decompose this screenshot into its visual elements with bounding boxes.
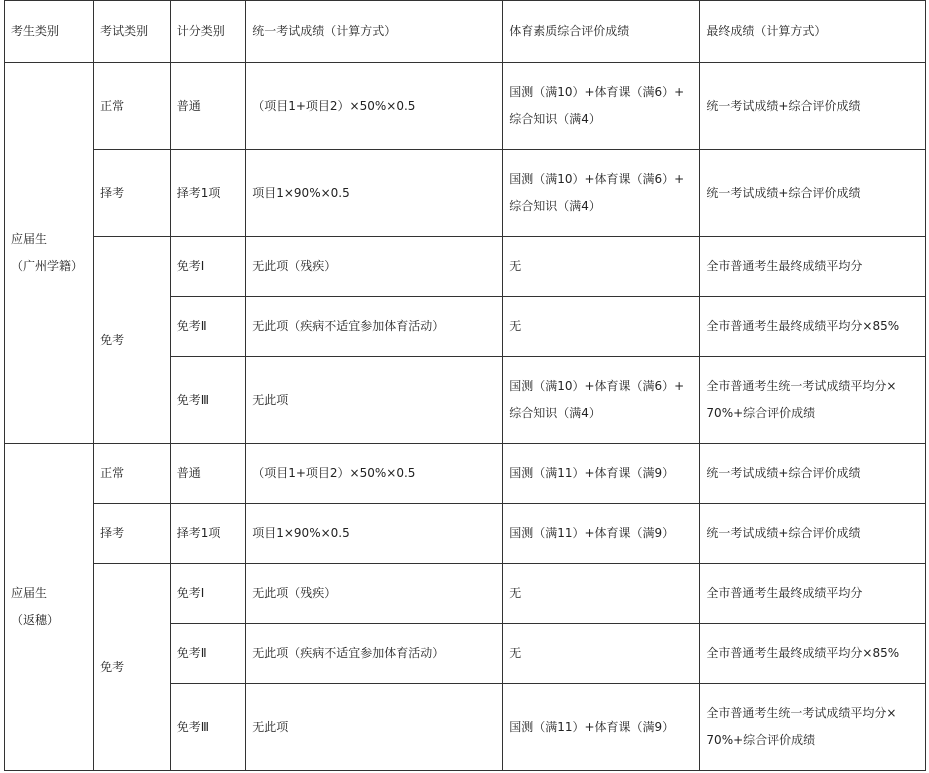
final-score-cell: 全市普通考生最终成绩平均分×85% xyxy=(700,297,926,357)
unified-score-cell: 无此项（疾病不适宜参加体育活动） xyxy=(246,624,503,684)
pe-score-cell: 国测（满10）+体育课（满6）+ 综合知识（满4） xyxy=(503,357,700,444)
final-score-cell: 全市普通考生统一考试成绩平均分× 70%+综合评价成绩 xyxy=(700,357,926,444)
scoring-category-cell: 普通 xyxy=(170,63,246,150)
header-unified-exam-score: 统一考试成绩（计算方式） xyxy=(246,1,503,63)
pe-score-cell: 无 xyxy=(503,237,700,297)
exam-category-cell: 正常 xyxy=(94,63,171,150)
pe-score-cell: 国测（满11）+体育课（满9） xyxy=(503,684,700,771)
table-row xyxy=(5,63,926,150)
unified-score-cell: （项目1+项目2）×50%×0.5 xyxy=(246,63,503,150)
scoring-category-cell: 免考Ⅰ xyxy=(170,237,246,297)
scoring-category-cell: 免考Ⅱ xyxy=(170,297,246,357)
unified-score-cell: 项目1×90%×0.5 xyxy=(246,150,503,237)
unified-score-cell: 无此项 xyxy=(246,357,503,444)
header-final-score: 最终成绩（计算方式） xyxy=(700,1,926,63)
scoring-rules-table xyxy=(4,0,926,771)
pe-score-cell: 国测（满11）+体育课（满9） xyxy=(503,504,700,564)
scoring-category-cell: 择考1项 xyxy=(170,150,246,237)
exam-category-cell: 免考 xyxy=(94,237,171,444)
final-score-cell: 全市普通考生最终成绩平均分×85% xyxy=(700,624,926,684)
scoring-category-cell: 普通 xyxy=(170,444,246,504)
table-row xyxy=(5,504,926,564)
header-scoring-category: 计分类别 xyxy=(170,1,246,63)
exam-category-cell: 正常 xyxy=(94,444,171,504)
table-row xyxy=(5,564,926,624)
unified-score-cell: 无此项 xyxy=(246,684,503,771)
student-category-cell: 应届生 （返穗） xyxy=(5,444,94,771)
scoring-category-cell: 免考Ⅲ xyxy=(170,684,246,771)
pe-score-cell: 国测（满10）+体育课（满6）+ 综合知识（满4） xyxy=(503,63,700,150)
student-category-cell: 应届生 （广州学籍） xyxy=(5,63,94,444)
pe-score-cell: 国测（满10）+体育课（满6）+ 综合知识（满4） xyxy=(503,150,700,237)
final-score-cell: 统一考试成绩+综合评价成绩 xyxy=(700,504,926,564)
table-row xyxy=(5,237,926,297)
header-pe-evaluation-score: 体育素质综合评价成绩 xyxy=(503,1,700,63)
header-student-category: 考生类别 xyxy=(5,1,94,63)
exam-category-cell: 择考 xyxy=(94,150,171,237)
scoring-category-cell: 择考1项 xyxy=(170,504,246,564)
exam-category-cell: 择考 xyxy=(94,504,171,564)
unified-score-cell: 无此项（残疾） xyxy=(246,237,503,297)
final-score-cell: 统一考试成绩+综合评价成绩 xyxy=(700,444,926,504)
final-score-cell: 全市普通考生最终成绩平均分 xyxy=(700,564,926,624)
scoring-category-cell: 免考Ⅱ xyxy=(170,624,246,684)
pe-score-cell: 无 xyxy=(503,297,700,357)
table-row xyxy=(5,150,926,237)
final-score-cell: 统一考试成绩+综合评价成绩 xyxy=(700,150,926,237)
pe-score-cell: 无 xyxy=(503,564,700,624)
final-score-cell: 统一考试成绩+综合评价成绩 xyxy=(700,63,926,150)
unified-score-cell: （项目1+项目2）×50%×0.5 xyxy=(246,444,503,504)
header-exam-category: 考试类别 xyxy=(94,1,171,63)
table-row xyxy=(5,444,926,504)
header-row xyxy=(5,1,926,63)
scoring-category-cell: 免考Ⅰ xyxy=(170,564,246,624)
unified-score-cell: 无此项（残疾） xyxy=(246,564,503,624)
final-score-cell: 全市普通考生统一考试成绩平均分× 70%+综合评价成绩 xyxy=(700,684,926,771)
pe-score-cell: 国测（满11）+体育课（满9） xyxy=(503,444,700,504)
pe-score-cell: 无 xyxy=(503,624,700,684)
unified-score-cell: 项目1×90%×0.5 xyxy=(246,504,503,564)
exam-category-cell: 免考 xyxy=(94,564,171,771)
scoring-category-cell: 免考Ⅲ xyxy=(170,357,246,444)
unified-score-cell: 无此项（疾病不适宜参加体育活动） xyxy=(246,297,503,357)
final-score-cell: 全市普通考生最终成绩平均分 xyxy=(700,237,926,297)
